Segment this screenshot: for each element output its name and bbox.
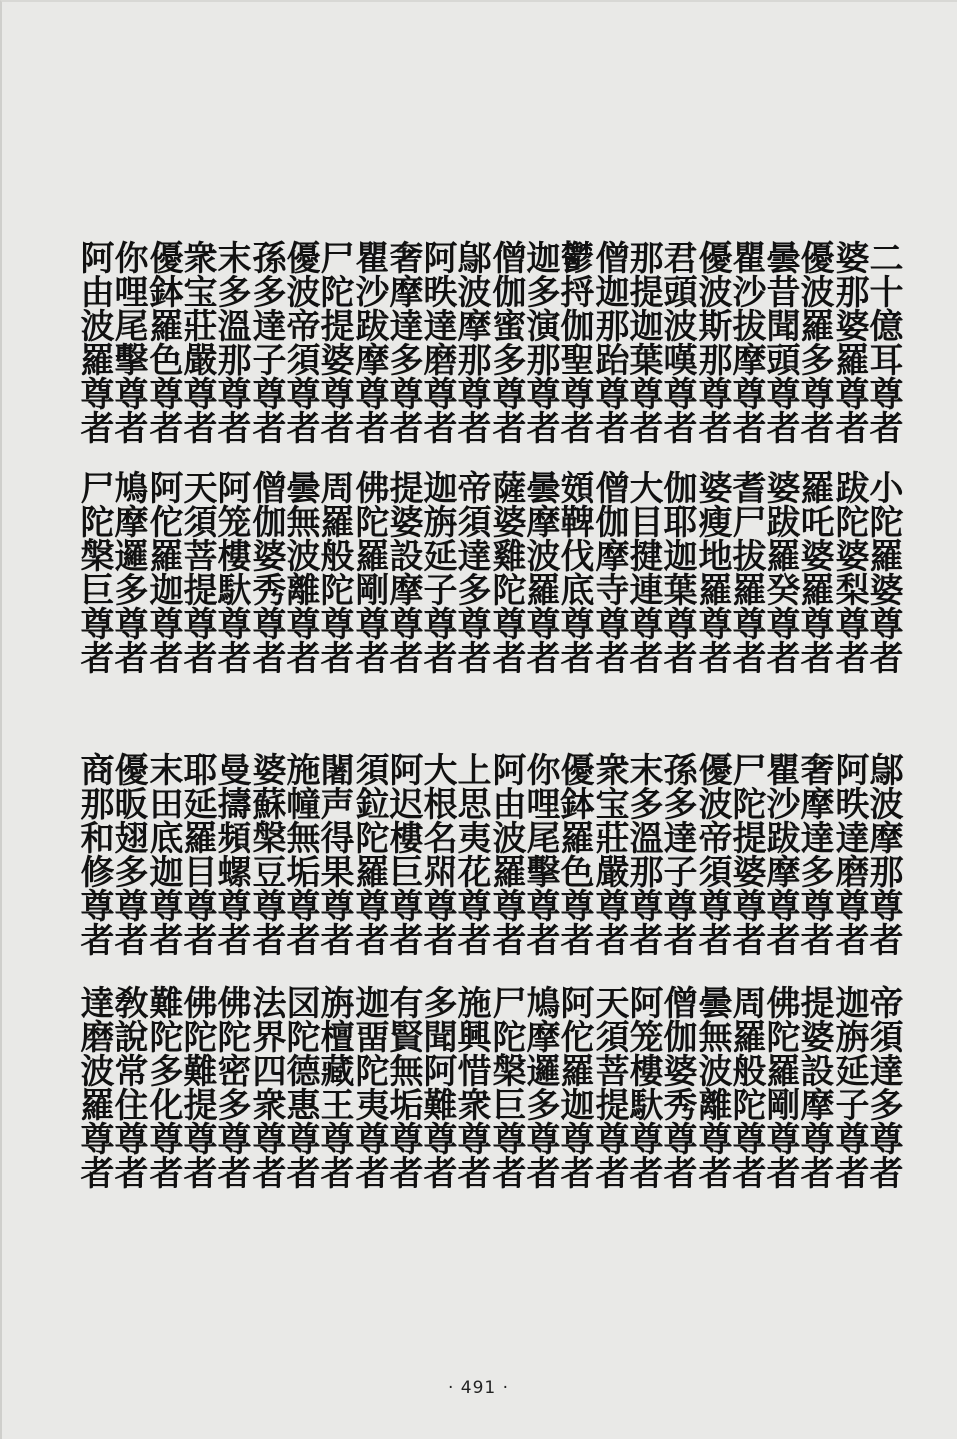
arhat-name-column: 末多溫那尊者 [211, 240, 251, 444]
arhat-name-column: 鳩摩邏多尊者 [520, 985, 560, 1189]
arhat-name-column: 阿昳達磨尊者 [829, 752, 869, 956]
arhat-name-column: 小陀羅婆尊者 [863, 470, 903, 674]
arhat-name-column: 奢摩達多尊者 [794, 752, 834, 956]
arhat-name-column: 瞿沙跋摩尊者 [760, 752, 800, 956]
arhat-name-column: 周羅般陀尊者 [726, 985, 766, 1189]
arhat-name-column: 法界四衆尊者 [246, 985, 286, 1189]
arhat-name-column: 衆宝莊嚴尊者 [589, 752, 629, 956]
page-number: · 491 · [447, 1378, 510, 1398]
arhat-name-column: 末田底迦尊者 [143, 752, 183, 956]
arhat-name-column: 闍声得果尊者 [314, 752, 354, 956]
arhat-name-column: 曇無波離尊者 [280, 470, 320, 674]
arhat-name-column: 多聞阿難尊者 [417, 985, 457, 1189]
arhat-name-column: 優波帝須尊者 [280, 240, 320, 444]
arhat-name-column: 帝須達多尊者 [863, 985, 903, 1189]
arhat-name-column: 迦畱陀夷尊者 [349, 985, 389, 1189]
arhat-name-column: 僧伽摩寺尊者 [589, 470, 629, 674]
arhat-name-column: 薩婆雞陀尊者 [486, 470, 526, 674]
arhat-name-column: 尸陀槃巨尊者 [486, 985, 526, 1189]
arhat-name-column: 優鉢羅色尊者 [143, 240, 183, 444]
arhat-name-column: 鄔波摩那尊者 [451, 240, 491, 444]
arhat-name-column: 須鉝陀羅尊者 [349, 752, 389, 956]
arhat-name-column: 衆宝莊嚴尊者 [177, 240, 217, 444]
arhat-name-column: 阿由波羅尊者 [486, 752, 526, 956]
arhat-name-column: 婆蘇槃豆尊者 [246, 752, 286, 956]
arhat-name-column: 瞿沙拔摩尊者 [726, 240, 766, 444]
arhat-name-column: 迦旃延子尊者 [829, 985, 869, 1189]
arhat-name-column: 迦多演那尊者 [520, 240, 560, 444]
arhat-name-column: 僧伽婆秀尊者 [246, 470, 286, 674]
arhat-name-column: 頞鞞伐底尊者 [554, 470, 594, 674]
arhat-name-column: 旃檀藏王尊者 [314, 985, 354, 1189]
arhat-name-column: 耆尸拔羅尊者 [726, 470, 766, 674]
arhat-name-column: 婆跋羅癸尊者 [760, 470, 800, 674]
arhat-name-column: 奢摩達多尊者 [383, 240, 423, 444]
arhat-name-column: 曼擣頻螺尊者 [211, 752, 251, 956]
arhat-name-column: 優波羅多尊者 [794, 240, 834, 444]
arhat-name-column: 婆那婆羅尊者 [829, 240, 869, 444]
arhat-name-column: 難陀多化尊者 [143, 985, 183, 1189]
arhat-name-column: 周羅般陀尊者 [314, 470, 354, 674]
arhat-name-column: 伽耶迦葉尊者 [657, 470, 697, 674]
arhat-name-column: 優波斯那尊者 [692, 240, 732, 444]
arhat-name-column: 大目揵連尊者 [623, 470, 663, 674]
arhat-name-column: 㘝陀德惠尊者 [280, 985, 320, 1189]
arhat-name-column: 跋陀婆梨尊者 [829, 470, 869, 674]
arhat-name-column: 曇摩波羅尊者 [520, 470, 560, 674]
arhat-name-column: 阿笼樓馱尊者 [623, 985, 663, 1189]
arhat-name-column: 天須菩提尊者 [589, 985, 629, 1189]
arhat-name-column: 鬱捋伽聖尊者 [554, 240, 594, 444]
arhat-name-column: 阿佗羅迦尊者 [554, 985, 594, 1189]
arhat-name-column: 耶延羅目尊者 [177, 752, 217, 956]
arhat-name-column: 瞿沙跋摩尊者 [349, 240, 389, 444]
arhat-name-column: 帝須達多尊者 [451, 470, 491, 674]
arhat-name-column: 婆瘦地羅尊者 [692, 470, 732, 674]
arhat-name-column: 尸陀提婆尊者 [314, 240, 354, 444]
arhat-name-column: 羅吒婆羅尊者 [794, 470, 834, 674]
arhat-name-column: 佛陀羅剛尊者 [349, 470, 389, 674]
arhat-name-column: 達磨波羅尊者 [74, 985, 114, 1189]
arhat-name-column: 施幢無垢尊者 [280, 752, 320, 956]
arhat-name-column: 天須菩提尊者 [177, 470, 217, 674]
arhat-name-column: 僧伽蜜多尊者 [486, 240, 526, 444]
arhat-name-column: 優昄翅多尊者 [108, 752, 148, 956]
arhat-name-column: 大根名喌尊者 [417, 752, 457, 956]
arhat-name-column: 君頭波嘆尊者 [657, 240, 697, 444]
arhat-name-column: 孫多達子尊者 [246, 240, 286, 444]
arhat-name-column: 阿佗羅迦尊者 [143, 470, 183, 674]
arhat-name-column: 有賢無垢尊者 [383, 985, 423, 1189]
arhat-name-column: 佛陀難提尊者 [177, 985, 217, 1189]
arhat-name-column: 阿迟樓巨尊者 [383, 752, 423, 956]
arhat-name-column: 鄔波摩那尊者 [863, 752, 903, 956]
arhat-name-column: 迦旃延子尊者 [417, 470, 457, 674]
arhat-name-column: 佛陀密多尊者 [211, 985, 251, 1189]
arhat-name-column: 鳩摩邏多尊者 [108, 470, 148, 674]
arhat-name-column: 提婆設摩尊者 [383, 470, 423, 674]
arhat-name-column: 上思夷花尊者 [451, 752, 491, 956]
arhat-name-column: 提婆設摩尊者 [794, 985, 834, 1189]
arhat-name-column: 末多溫那尊者 [623, 752, 663, 956]
arhat-name-column: 施興惜衆尊者 [451, 985, 491, 1189]
arhat-name-column: 你哩尾擊尊者 [520, 752, 560, 956]
arhat-name-column: 尸陀提婆尊者 [726, 752, 766, 956]
arhat-name-column: 優鉢羅色尊者 [554, 752, 594, 956]
arhat-name-column: 孫多達子尊者 [657, 752, 697, 956]
arhat-name-column: 阿昳達磨尊者 [417, 240, 457, 444]
arhat-name-column: 僧迦那跆尊者 [589, 240, 629, 444]
arhat-name-column: 阿由波羅尊者 [74, 240, 114, 444]
arhat-name-column: 曇昔聞頭尊者 [760, 240, 800, 444]
arhat-name-column: 敎說常住尊者 [108, 985, 148, 1189]
arhat-name-column: 阿笼樓馱尊者 [211, 470, 251, 674]
arhat-name-column: 二十億耳尊者 [863, 240, 903, 444]
arhat-name-column: 那提迦葉尊者 [623, 240, 663, 444]
arhat-name-column: 尸陀槃巨尊者 [74, 470, 114, 674]
arhat-name-column: 僧伽婆秀尊者 [657, 985, 697, 1189]
arhat-name-column: 優波帝須尊者 [692, 752, 732, 956]
arhat-name-column: 你哩尾擊尊者 [108, 240, 148, 444]
arhat-name-column: 商那和修尊者 [74, 752, 114, 956]
arhat-name-column: 佛陀羅剛尊者 [760, 985, 800, 1189]
arhat-name-column: 曇無波離尊者 [692, 985, 732, 1189]
